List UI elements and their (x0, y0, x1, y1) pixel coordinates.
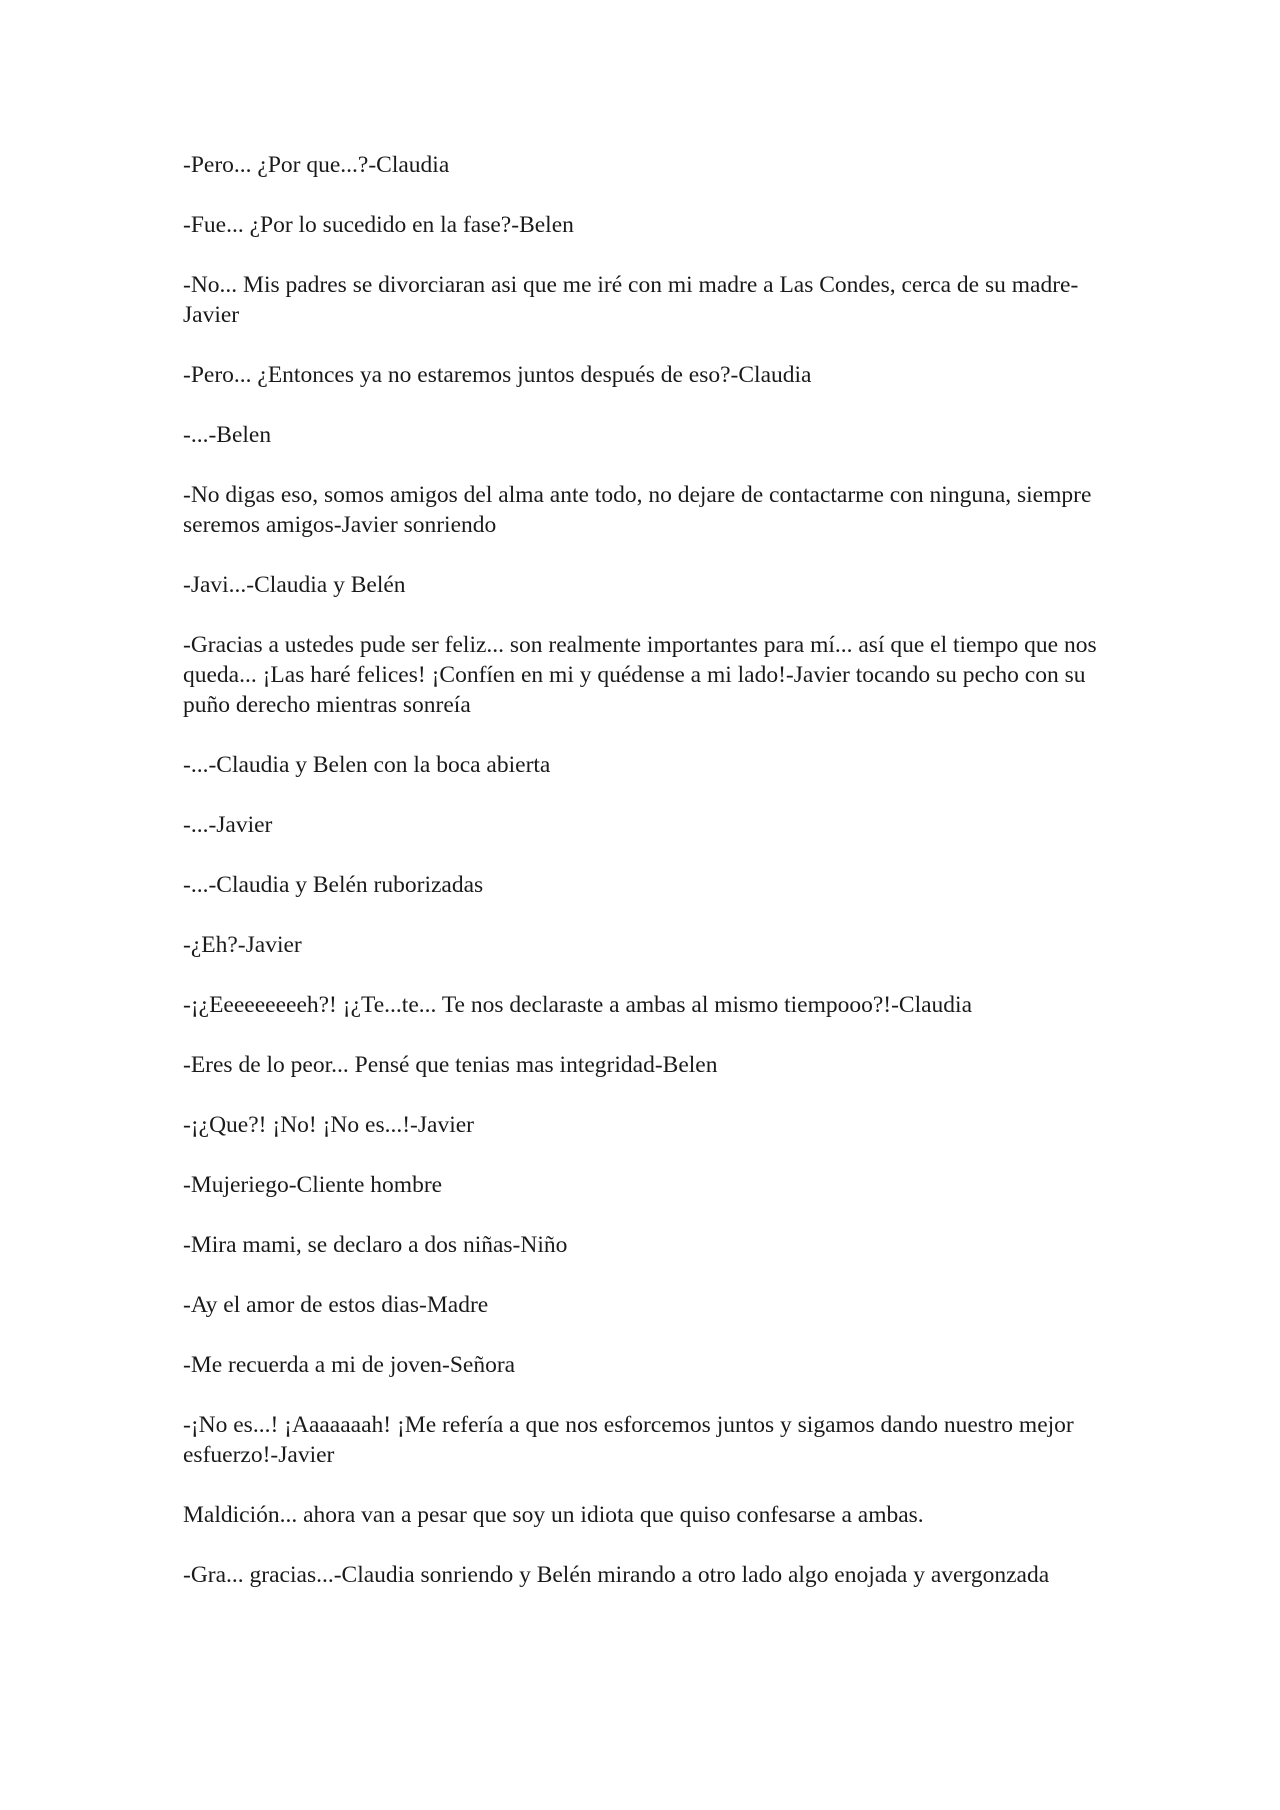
paragraph: Maldición... ahora van a pesar que soy un idiota que quiso confesarse a ambas. (183, 1502, 924, 1528)
paragraph: -Fue... ¿Por lo sucedido en la fase?-Belen (183, 212, 574, 238)
paragraph: -No digas eso, somos amigos del alma ante todo, no dejare de contactarme con ninguna, siempre seremos amigos-Javier sonriendo (183, 482, 1098, 538)
paragraph: -Pero... ¿Por que...?-Claudia (183, 152, 450, 178)
paragraph: -Mujeriego-Cliente hombre (183, 1172, 443, 1198)
paragraph: -Ay el amor de estos dias-Madre (183, 1292, 489, 1318)
paragraph: -...-Claudia y Belén ruborizadas (183, 872, 484, 898)
paragraph: -Mira mami, se declaro a dos niñas-Niño (183, 1232, 568, 1258)
paragraph: -...-Belen (183, 422, 272, 448)
paragraph: -Javi...-Claudia y Belén (183, 572, 406, 598)
paragraph: -Gra... gracias...-Claudia sonriendo y Belén mirando a otro lado algo enojada y avergonzada (183, 1562, 1050, 1588)
paragraph: -No... Mis padres se divorciaran asi que me iré con mi madre a Las Condes, cerca de su madre-Javier (183, 272, 1079, 328)
paragraph: -...-Claudia y Belen con la boca abierta (183, 752, 551, 778)
paragraph: -Gracias a ustedes pude ser feliz... son realmente importantes para mí... así que el tiempo que nos queda... ¡Las haré felices! ¡Confíen en mi y quédense a mi lado!-Javier tocando su pecho con su puño derecho mientras sonreía (183, 632, 1103, 718)
paragraph: -Eres de lo peor... Pensé que tenias mas integridad-Belen (183, 1052, 718, 1078)
paragraph: -¿Eh?-Javier (183, 932, 302, 958)
paragraph: -¡No es...! ¡Aaaaaaah! ¡Me refería a que nos esforcemos juntos y sigamos dando nuestro mejor esfuerzo!-Javier (183, 1412, 1080, 1468)
document-body (183, 150, 1103, 1620)
paragraph: -¡¿Eeeeeeeeeh?! ¡¿Te...te... Te nos declaraste a ambas al mismo tiempooo?!-Claudia (183, 992, 973, 1018)
paragraph: -¡¿Que?! ¡No! ¡No es...!-Javier (183, 1112, 474, 1138)
paragraph: -...-Javier (183, 812, 273, 838)
paragraph: -Me recuerda a mi de joven-Señora (183, 1352, 516, 1378)
paragraph: -Pero... ¿Entonces ya no estaremos juntos después de eso?-Claudia (183, 362, 812, 388)
